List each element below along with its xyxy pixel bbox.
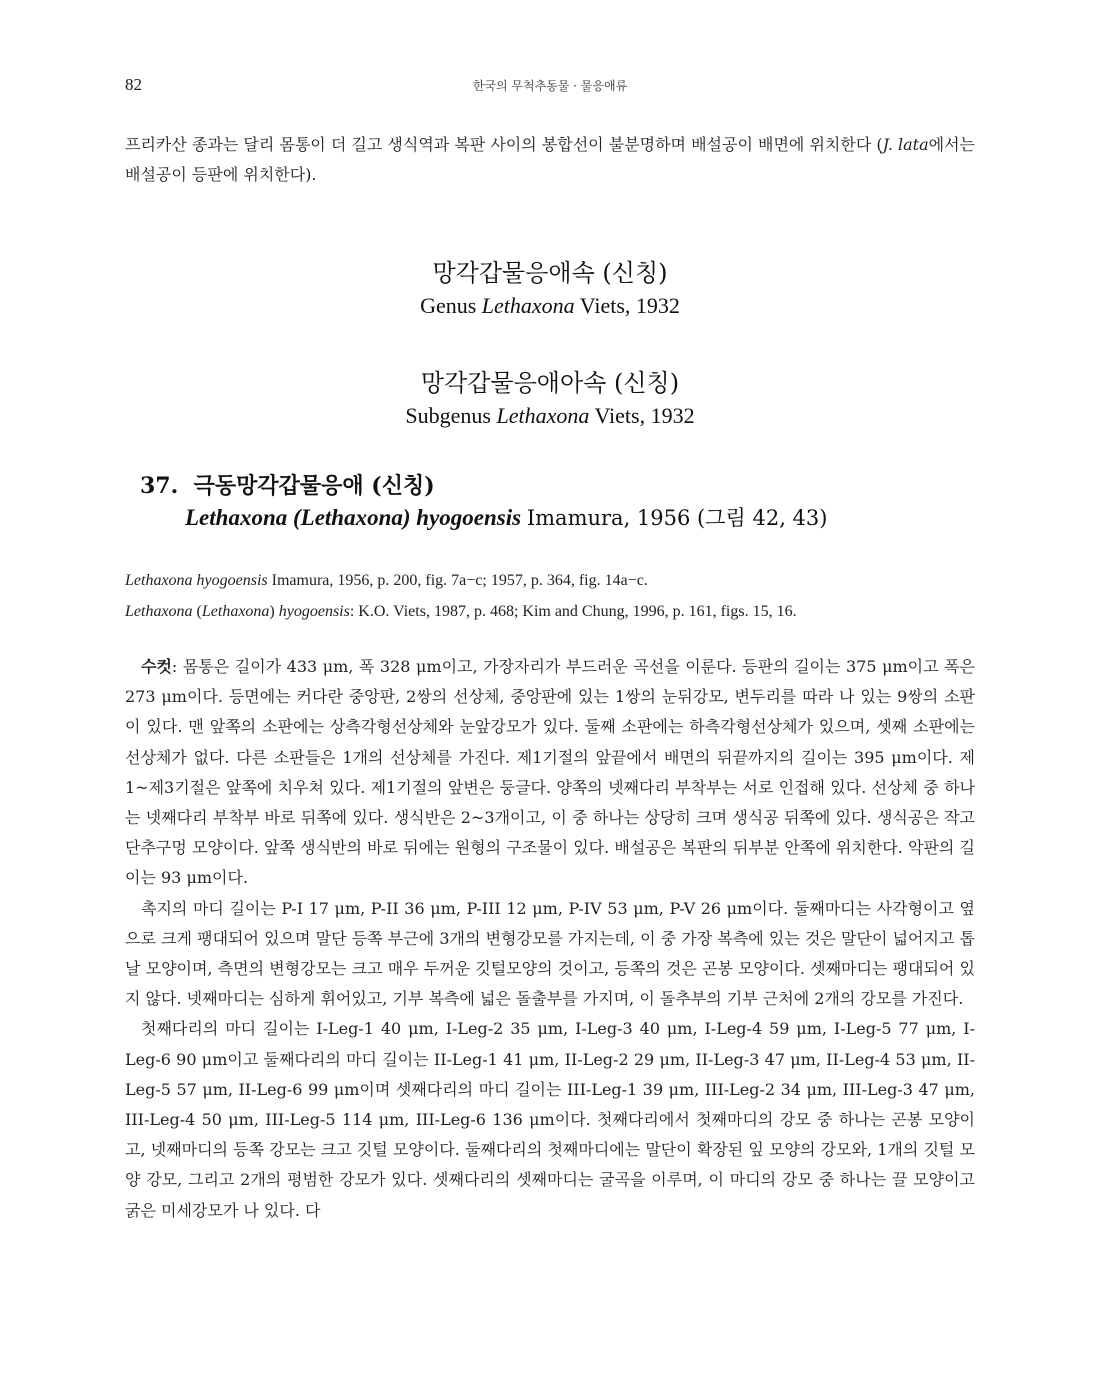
subgenus-korean-name: 망각갑물응애아속 (신칭) bbox=[420, 369, 680, 397]
reference-citation: : K.O. Viets, 1987, p. 468; Kim and Chung, 1996, p. 161, figs. 15, 16. bbox=[349, 603, 797, 620]
subgenus-author: Viets, 1932 bbox=[594, 403, 695, 428]
reference-name-paren-close: ) bbox=[269, 603, 279, 620]
description-text-1: : 몸통은 길이가 433 μm, 폭 328 μm이고, 가장자리가 부드러운 곡선을 이룬다. 등판의 길이는 375 μm이고 폭은 273 μm이다. 등면에는 커다란 중앙판, 2쌍의 선상체, 중앙판에 있는 1쌍의 눈뒤강모, 변두리를 따라 나 있는 9쌍의 소판이 있다. 맨 앞쪽의 소판에는 상측각형선상체와 눈앞강모가 있다. 둘째 소판에는 하측각형선상체가 있으며, 셋째 소판에는 선상체가 없다. 다른 소판들은 1개의 선상체를 가진다. 제1기절의 앞끝에서 배면의 뒤끝까지의 길이는 395 μm이다. 제1~제3기절은 앞쪽에 치우쳐 있다. 제1기절의 앞변은 둥글다. 양쪽의 넷째다리 부착부는 서로 인접해 있다. 선상체 중 하나는 넷째다리 부착부 바로 뒤쪽에 있다. 생식반은 2~3개이고, 이 중 하나는 상당히 크며 생식공 뒤쪽에 있다. 생식공은 작고 단추구멍 모양이다. 앞쪽 생식반의 바로 뒤에는 원형의 구조물이 있다. 배설공은 복판의 뒤부분 안쪽에 위치한다. 악판의 길이는 93 μm이다. bbox=[125, 657, 975, 888]
species-epithet: hyogoensis bbox=[416, 505, 522, 530]
genus-heading bbox=[0, 255, 1100, 321]
subgenus-rank: Subgenus bbox=[405, 403, 491, 428]
reference-line bbox=[125, 565, 985, 596]
genus-latin-name bbox=[0, 291, 1100, 321]
reference-citation: Imamura, 1956, p. 200, fig. 7a−c; 1957, p. 364, fig. 14a−c. bbox=[267, 572, 648, 589]
species-scientific-name bbox=[185, 502, 827, 534]
species-genus: Lethaxona bbox=[185, 505, 288, 530]
species-subgenus-wrap bbox=[293, 505, 411, 530]
description-paragraph-legs: 첫째다리의 마디 길이는 I-Leg-1 40 μm, I-Leg-2 35 μm, I-Leg-3 40 μm, I-Leg-4 59 μm, I-Leg-5 77 μm, I-Leg-6 90 μm이고 둘째다리의 마디 길이는 II-Leg-1 41 μm, II-Leg-2 29 μm, II-Leg-3 47 μm, II-Leg-4 53 μm, II-Leg-5 57 μm, II-Leg-6 99 μm이며 셋째다리의 마디 길이는 III-Leg-1 39 μm, III-Leg-2 34 μm, III-Leg-3 47 μm, III-Leg-4 50 μm, III-Leg-5 114 μm, III-Leg-6 136 μm이다. 첫째다리에서 첫째마디의 강모 중 하나는 곤봉 모양이고, 넷째마디의 등쪽 강모는 크고 깃털 모양이다. 둘째다리의 첫째마디에는 말단이 확장된 잎 모양의 강모와, 1개의 깃털 모양 강모, 그리고 2개의 평범한 강모가 있다. 셋째다리의 셋째마디는 굴곡을 이루며, 이 마디의 강모 중 하나는 끌 모양이고 굵은 미세강모가 나 있다. 다 bbox=[125, 1019, 975, 1220]
reference-name-genus: Lethaxona bbox=[125, 603, 193, 620]
synonymy-references bbox=[125, 565, 985, 627]
species-number: 37. bbox=[140, 473, 179, 499]
reference-name: Lethaxona hyogoensis bbox=[125, 572, 268, 589]
description-paragraph-palp: 촉지의 마디 길이는 P-I 17 μm, P-II 36 μm, P-III 12 μm, P-IV 53 μm, P-V 26 μm이다. 둘째마디는 사각형이고 옆으로 크게 팽대되어 있으며 말단 등쪽 부근에 3개의 변형강모를 가지는데, 이 중 가장 복측에 있는 것은 말단이 넓어지고 톱날 모양이며, 측면의 변형강모는 크고 매우 두꺼운 깃털모양의 것이고, 등쪽의 것은 곤봉 모양이다. 셋째마디는 팽대되어 있지 않다. 넷째마디는 심하게 휘어있고, 기부 복측에 넓은 돌출부를 가지며, 이 돌추부의 기부 근처에 2개의 강모를 가진다. bbox=[125, 898, 975, 1009]
subgenus-name: Lethaxona bbox=[496, 403, 590, 428]
male-label: 수컷 bbox=[141, 657, 172, 676]
species-korean-name: 극동망각갑물응애 (신칭) bbox=[193, 473, 435, 499]
reference-name-epithet: hyogoensis bbox=[278, 603, 350, 620]
intro-text-a: 프리카산 종과는 달리 몸통이 더 길고 생식역과 복판 사이의 봉합선이 불분명하며 배설공이 배면에 위치한다 ( bbox=[125, 135, 883, 154]
subgenus-latin-name bbox=[0, 401, 1100, 431]
reference-name-paren-open: ( bbox=[192, 603, 202, 620]
intro-text-b: 에서는 배설공이 등판에 위치한다). bbox=[125, 135, 976, 184]
species-heading bbox=[140, 470, 827, 534]
species-author: Imamura, 1956 (그림 42, 43) bbox=[526, 506, 828, 530]
genus-author: Viets, 1932 bbox=[579, 293, 680, 318]
intro-paragraph bbox=[125, 130, 975, 190]
running-header: 한국의 무척추동물 · 물응애류 bbox=[472, 79, 628, 93]
reference-line bbox=[125, 596, 985, 627]
genus-name: Lethaxona bbox=[481, 293, 575, 318]
subgenus-heading bbox=[0, 365, 1100, 431]
description-paragraph-male bbox=[125, 652, 975, 894]
species-korean-title bbox=[140, 470, 827, 502]
species-abbrev: J. lata bbox=[882, 135, 929, 154]
reference-name-subgenus: Lethaxona bbox=[201, 603, 270, 620]
page-number: 82 bbox=[125, 75, 142, 94]
genus-rank: Genus bbox=[420, 293, 477, 318]
description-body bbox=[125, 652, 975, 1226]
species-subgenus: (Lethaxona) bbox=[292, 505, 411, 530]
genus-korean-name: 망각갑물응애속 (신칭) bbox=[432, 259, 668, 287]
